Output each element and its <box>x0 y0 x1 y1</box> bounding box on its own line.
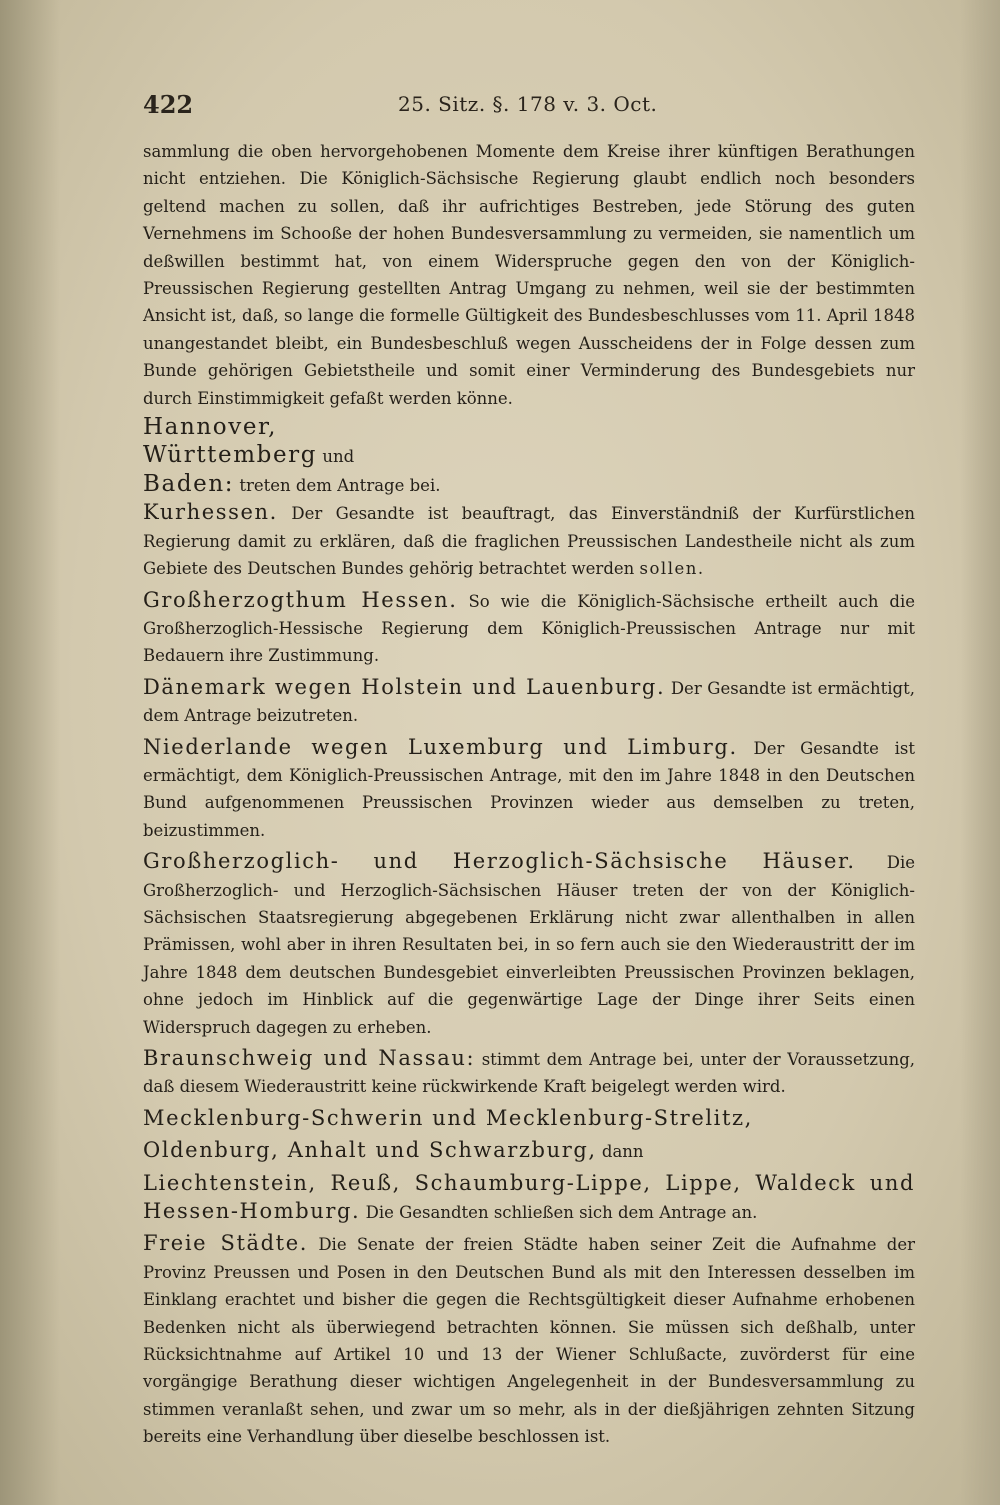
page-shadow-left <box>0 0 60 1505</box>
running-head: 25. Sitz. §. 178 v. 3. Oct. <box>398 92 658 116</box>
paragraph-text: dann <box>601 1142 644 1162</box>
vote-daenemark <box>143 674 915 730</box>
vote-oldenburg-anhalt-schwarzburg <box>143 1137 915 1165</box>
paragraph-continuation <box>143 138 915 412</box>
paragraph-text: stimmt dem Antrage bei, unter der Voraussetzung, daß diesem Wiederaustritt keine rückwirkende Kraft beigelegt werden wird. <box>143 1050 916 1097</box>
state-heading: Freie Städte. <box>143 1231 309 1256</box>
paragraph-text: Die Gesandten schließen sich dem Antrage an. <box>365 1203 758 1223</box>
vote-hannover <box>143 414 915 442</box>
paragraph-text: Der Gesandte ist ermächtigt, dem Königlich-Preussischen Antrage, mit den im Jahre 1848 in den Deutschen Bund aufgenommenen Preussischen Provinzen wieder aus demselben zu treten, beizustimmen. <box>143 738 915 840</box>
state-heading: Oldenburg, Anhalt und Schwarzburg, <box>143 1138 597 1163</box>
paragraph-text: Der Gesandte ist beauftragt, das Einverständniß der Kurfürstlichen Regierung damit zu erklären, daß die fraglichen Preussischen Landestheile nicht als zum Gebiete des Deutschen Bundes gehörig betrachtet werden <box>143 504 915 579</box>
paragraph-text: Die Senate der freien Städte haben seiner Zeit die Aufnahme der Provinz Preussen und Posen in den Deutschen Bund als mit den Interessen desselben im Einklang erachtet und bisher die gegen die Rechtsgültigkeit dieser Aufnahme erhobenen Bedenken nicht als überwiegend betrachten können. Sie müssen sich deßhalb, unter Rücksichtnahme auf Artikel 10 und 13 der Wiener Schlußacte, zuvörderst für eine vorgängige Berathung dieser wichtigen Angelegenheit in der Bundesversammlung zu stimmen veranlaßt sehen, und zwar um so mehr, als in der dießjährigen zehnten Sitzung bereits eine Verhandlung über dieselbe beschlossen ist. <box>143 1235 915 1447</box>
vote-freie-staedte <box>143 1230 915 1450</box>
vote-mecklenburg <box>143 1105 915 1133</box>
state-heading: Württemberg <box>143 442 318 469</box>
state-heading: Dänemark wegen Holstein und Lauenburg. <box>143 674 666 699</box>
vote-liechtenstein-etc <box>143 1170 915 1227</box>
vote-grossherzogthum-hessen <box>143 587 915 670</box>
vote-niederlande <box>143 734 915 845</box>
paragraph-text: und <box>322 447 355 467</box>
vote-saechsische-haeuser <box>143 848 915 1041</box>
state-heading: Kurhessen. <box>143 500 278 525</box>
vote-baden <box>143 471 915 499</box>
vote-kurhessen <box>143 499 915 582</box>
paragraph-text: treten dem Antrage bei. <box>239 475 441 495</box>
state-heading: Baden: <box>143 470 235 497</box>
state-heading: Großherzogthum Hessen. <box>143 587 458 612</box>
page-number: 422 <box>143 90 194 119</box>
vote-braunschweig-nassau <box>143 1045 915 1101</box>
paragraph-text: Der Gesandte ist ermächtigt, dem Antrage beizutreten. <box>143 678 915 726</box>
page-header <box>143 90 915 130</box>
state-heading: Liechtenstein, Reuß, Schaumburg-Lippe, Lippe, Waldeck und Hessen-Homburg. <box>143 1170 915 1224</box>
body-text <box>143 138 915 1451</box>
spaced-word: sollen. <box>639 559 705 579</box>
page-shadow-right <box>960 0 1000 1505</box>
paragraph-text: Die Großherzoglich- und Herzoglich-Sächsischen Häuser treten der von der Königlich-Sächsischen Staatsregierung abgegebenen Erklärung nicht zwar allenthalben in allen Prämissen, wohl aber in ihren Resultaten bei, in so fern auch sie den Wiederaustritt der im Jahre 1848 dem deutschen Bundesgebiet einverleibten Preussischen Provinzen beklagen, ohne jedoch im Hinblick auf die gegenwärtige Lage der Dinge ihrer Seits einen Widerspruch dagegen zu erheben. <box>143 853 916 1037</box>
paragraph-text: So wie die Königlich-Sächsische ertheilt auch die Großherzoglich-Hessische Regierung dem Königlich-Preussischen Antrage nur mit Bedauern ihre Zustimmung. <box>143 591 915 666</box>
paragraph-text: sammlung die oben hervorgehobenen Momente dem Kreise ihrer künftigen Berathungen nicht entziehen. Die Königlich-Sächsische Regierung glaubt endlich noch besonders geltend machen zu sollen, daß ihr aufrichtiges Bestreben, jede Störung des guten Vernehmens im Schooße der hohen Bundesversammlung zu vermeiden, sie namentlich um deßwillen bestimmt hat, von einem Widerspruche gegen den von der Königlich-Preussischen Regierung gestellten Antrag Umgang zu nehmen, weil sie der bestimmten Ansicht ist, daß, so lange die formelle Gültigkeit des Bundesbeschlusses vom 11. April 1848 unangestandet bleibt, ein Bundesbeschluß wegen Ausscheidens der in Folge dessen zum Bunde gehörigen Gebietstheile und somit einer Verminderung des Bundesgebiets nur durch Einstimmigkeit gefaßt werden könne. <box>143 142 915 408</box>
state-heading: Großherzoglich- und Herzoglich-Sächsische Häuser. <box>143 849 856 874</box>
state-heading: Hannover, <box>143 414 278 441</box>
vote-wuerttemberg <box>143 442 915 470</box>
state-heading: Mecklenburg-Schwerin und Mecklenburg-Strelitz, <box>143 1105 753 1130</box>
state-heading: Niederlande wegen Luxemburg und Limburg. <box>143 734 738 759</box>
state-heading: Braunschweig und Nassau: <box>143 1046 476 1070</box>
